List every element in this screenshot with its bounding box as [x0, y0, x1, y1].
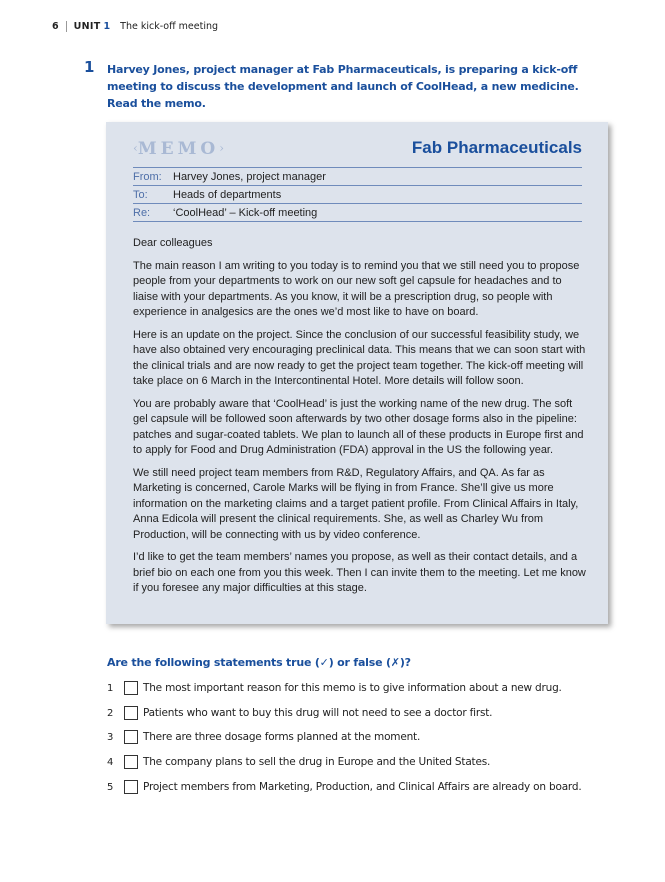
memo-row-label: Re:: [133, 206, 151, 219]
statement-text: The company plans to sell the drug in Europe and the United States.: [143, 756, 491, 768]
memo-title: [133, 139, 224, 159]
memo-row-value: Heads of departments: [173, 188, 282, 201]
page-header: [52, 19, 218, 33]
memo-row-from: [133, 168, 582, 186]
memo-paragraph: Here is an update on the project. Since the conclusion of our successful feasibility study, we have also obtained very encouraging preclinical data. This means that we can soon start with the clinical trials and are now ready to get the project team together. The kick-off meeting will take place on 6 March in the Intercontinental Hotel. More details will follow soon.: [133, 328, 586, 388]
statement-text: Patients who want to buy this drug will not need to see a doctor first.: [143, 707, 493, 719]
page-number: 6: [52, 20, 59, 32]
memo-paragraph: I’d like to get the team members’ names you propose, as well as their contact details, and a brief bio on each one from you this week. Then I can invite them to the meeting. Let me know if you foresee any major difficulties at this stage.: [133, 551, 586, 595]
memo-greeting: Dear colleagues: [133, 237, 213, 249]
memo-row-label: To:: [133, 188, 148, 201]
statement-item: [107, 705, 492, 721]
answer-checkbox[interactable]: [124, 780, 138, 794]
statement-number: 5: [107, 781, 114, 793]
statement-item: [107, 754, 490, 770]
answer-checkbox[interactable]: [124, 706, 138, 720]
statement-item: [107, 779, 581, 795]
statement-text: There are three dosage forms planned at the moment.: [143, 731, 421, 743]
statement-number: 2: [107, 707, 114, 719]
unit-number: 1: [103, 20, 111, 32]
statement-item: [107, 680, 562, 696]
statement-number: 3: [107, 731, 114, 743]
memo-company: Fab Pharmaceuticals: [411, 138, 582, 157]
memo-bracket-right: ›: [219, 141, 225, 155]
statement-text: Project members from Marketing, Production, and Clinical Affairs are already on board.: [143, 781, 582, 793]
memo-row-to: [133, 186, 582, 204]
memo-row-value: ‘CoolHead’ – Kick-off meeting: [173, 206, 318, 219]
memo-card: [106, 122, 608, 624]
answer-checkbox[interactable]: [124, 681, 138, 695]
memo-row-re: [133, 204, 582, 222]
statement-item: [107, 729, 420, 745]
exercise-number: 1: [84, 58, 95, 76]
exercise-instruction: Harvey Jones, project manager at Fab Pharmaceuticals, is preparing a kick-off meeting to discuss the development and launch of CoolHead, a new medicine. Read the memo.: [107, 63, 579, 110]
answer-checkbox[interactable]: [124, 730, 138, 744]
memo-paragraph: You are probably aware that ‘CoolHead’ is just the working name of the new drug. The soft gel capsule will be followed soon afterwards by two other dosage forms also in the pipeline: patches and sugar-coated tablets. We plan to launch all of these products in Europe first and to apply for Food and Drug Administration (FDA) approval in the US the following year.: [133, 397, 584, 457]
answer-checkbox[interactable]: [124, 755, 138, 769]
memo-row-value: Harvey Jones, project manager: [173, 170, 326, 183]
memo-header-fields: [133, 167, 582, 222]
memo-paragraph: The main reason I am writing to you today is to remind you that we still need you to propose people from your departments to work on our new soft gel capsule for headaches and to liaise with your departments. As you know, it will be a prescription drug, so people with experience in analgesics are the ones we’d most like to have on board.: [133, 259, 580, 319]
memo-row-label: From:: [133, 170, 162, 183]
unit-title: The kick-off meeting: [120, 20, 219, 32]
unit-label: UNIT: [73, 20, 101, 32]
memo-bracket-left: ‹: [133, 141, 138, 155]
memo-title-text: MEMO: [137, 139, 220, 159]
question-prompt: Are the following statements true (✓) or false (✗)?: [107, 656, 411, 669]
statement-number: 4: [107, 756, 114, 768]
memo-body: [133, 236, 588, 603]
statement-number: 1: [107, 682, 114, 694]
header-divider: [66, 21, 67, 32]
memo-paragraph: We still need project team members from R&D, Regulatory Affairs, and QA. As far as Marketing is concerned, Carole Marks will be flying in from France. She’ll give us more information on the marketing claims and a target patient profile. From Clinical Affairs in Italy, Anna Edicola will present the clinical requirements. She, as well as Charley Wu from Production, will be connecting with us by video conference.: [133, 466, 579, 541]
statement-text: The most important reason for this memo is to give information about a new drug.: [143, 682, 562, 694]
